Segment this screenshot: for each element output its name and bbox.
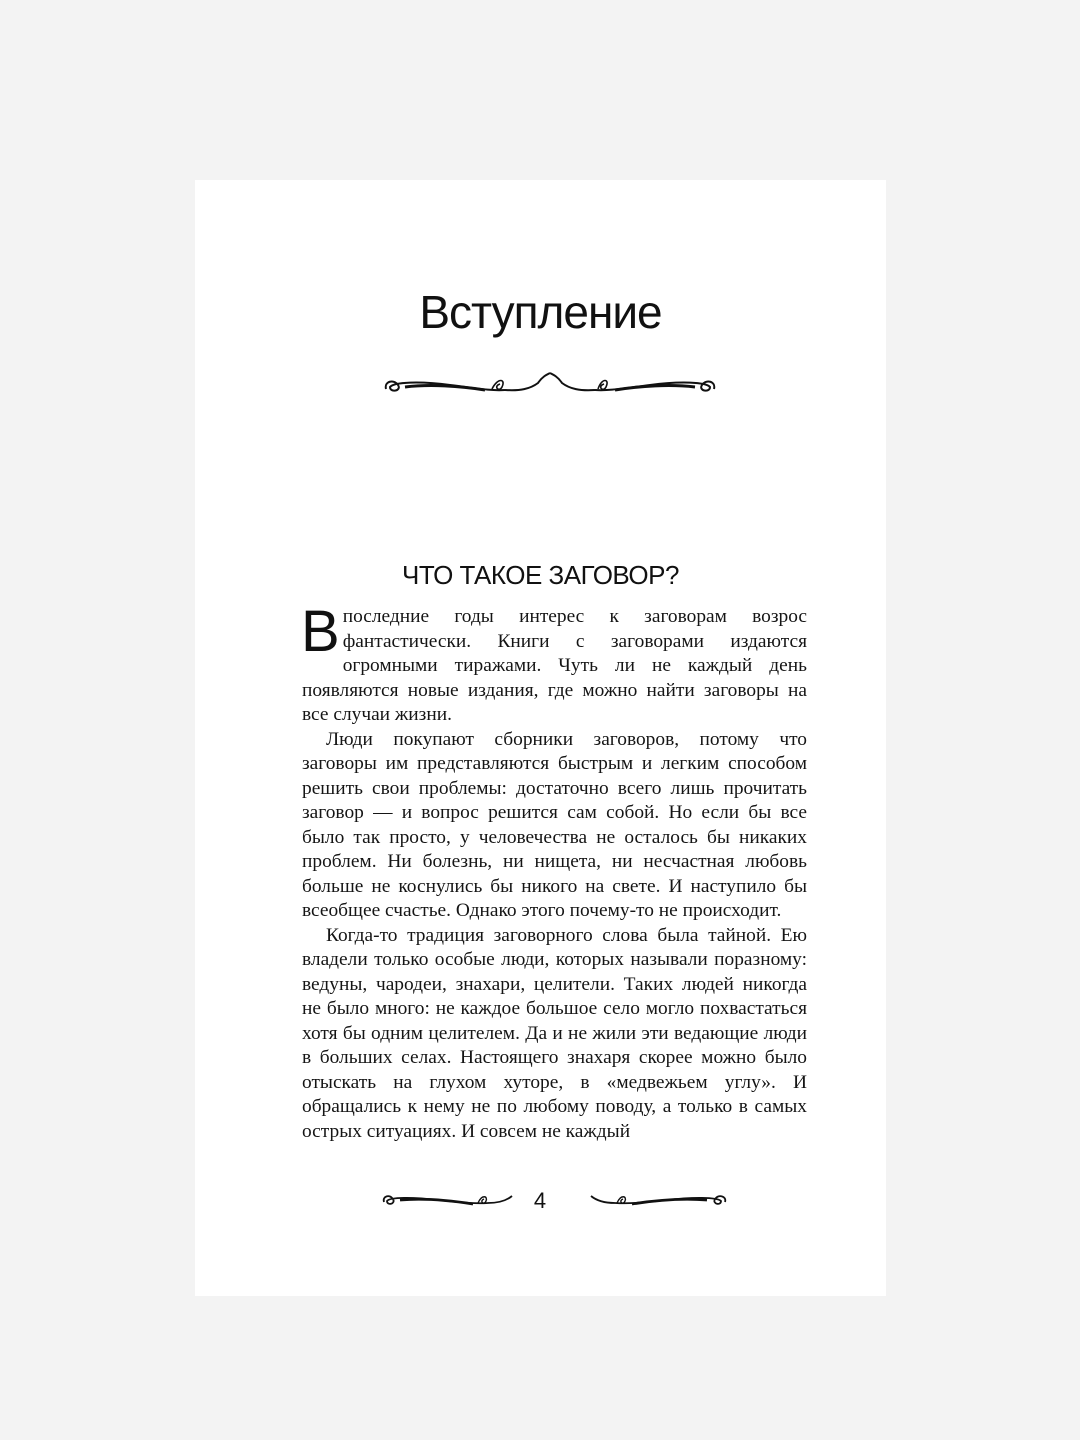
page-number: 4 [533, 1188, 547, 1213]
footer-flourish-left [378, 1188, 518, 1214]
paragraph-3: Когда-то традиция заговорного слова была тайной. Ею владели только особые люди, которых называли поразному: ведуны, чародеи, знахари, целители. Таких людей никогда не было много: не каждое большое село могло похвастаться хотя бы одним целителем. Да и не жили эти ведающие люди в больших селах. Настоящего знахаря скорее можно было отыскать на глухом хуторе, в «медвежьем углу». И обращались к нему не по любому поводу, а только в самых острых ситуациях. И совсем не каждый [302, 924, 807, 1142]
chapter-title: Вступление [419, 286, 662, 338]
paragraph-1 [301, 599, 807, 728]
paragraph-2: Люди покупают сборники заговоров, потому что заговоры им представляются быстрым и легким способом решить свои проблемы: достаточно всего лишь прочитать заговор — и вопрос решится сам собой. Но если бы все было так просто, у человечества не осталось бы никаких проблем. Ни болезнь, ни нищета, ни несчастная любовь больше не коснулись бы никого на свете. И наступило бы всеобщее счастье. Однако этого почему-то не происходит. [302, 728, 807, 921]
footer-flourish-right [587, 1188, 737, 1214]
body-text [301, 599, 807, 1144]
drop-cap: В [301, 599, 340, 664]
section-title: ЧТО ТАКОЕ ЗАГОВОР? [402, 560, 679, 590]
paragraph-1-text: последние годы интерес к заговорам возрос фантастически. Книги с заговорами издаются огромными тиражами. Чуть ли не каждый день появляются новые издания, где можно найти заговоры на все случаи жизни. [302, 606, 807, 725]
title-flourish-ornament [380, 367, 720, 405]
book-page [195, 180, 886, 1296]
